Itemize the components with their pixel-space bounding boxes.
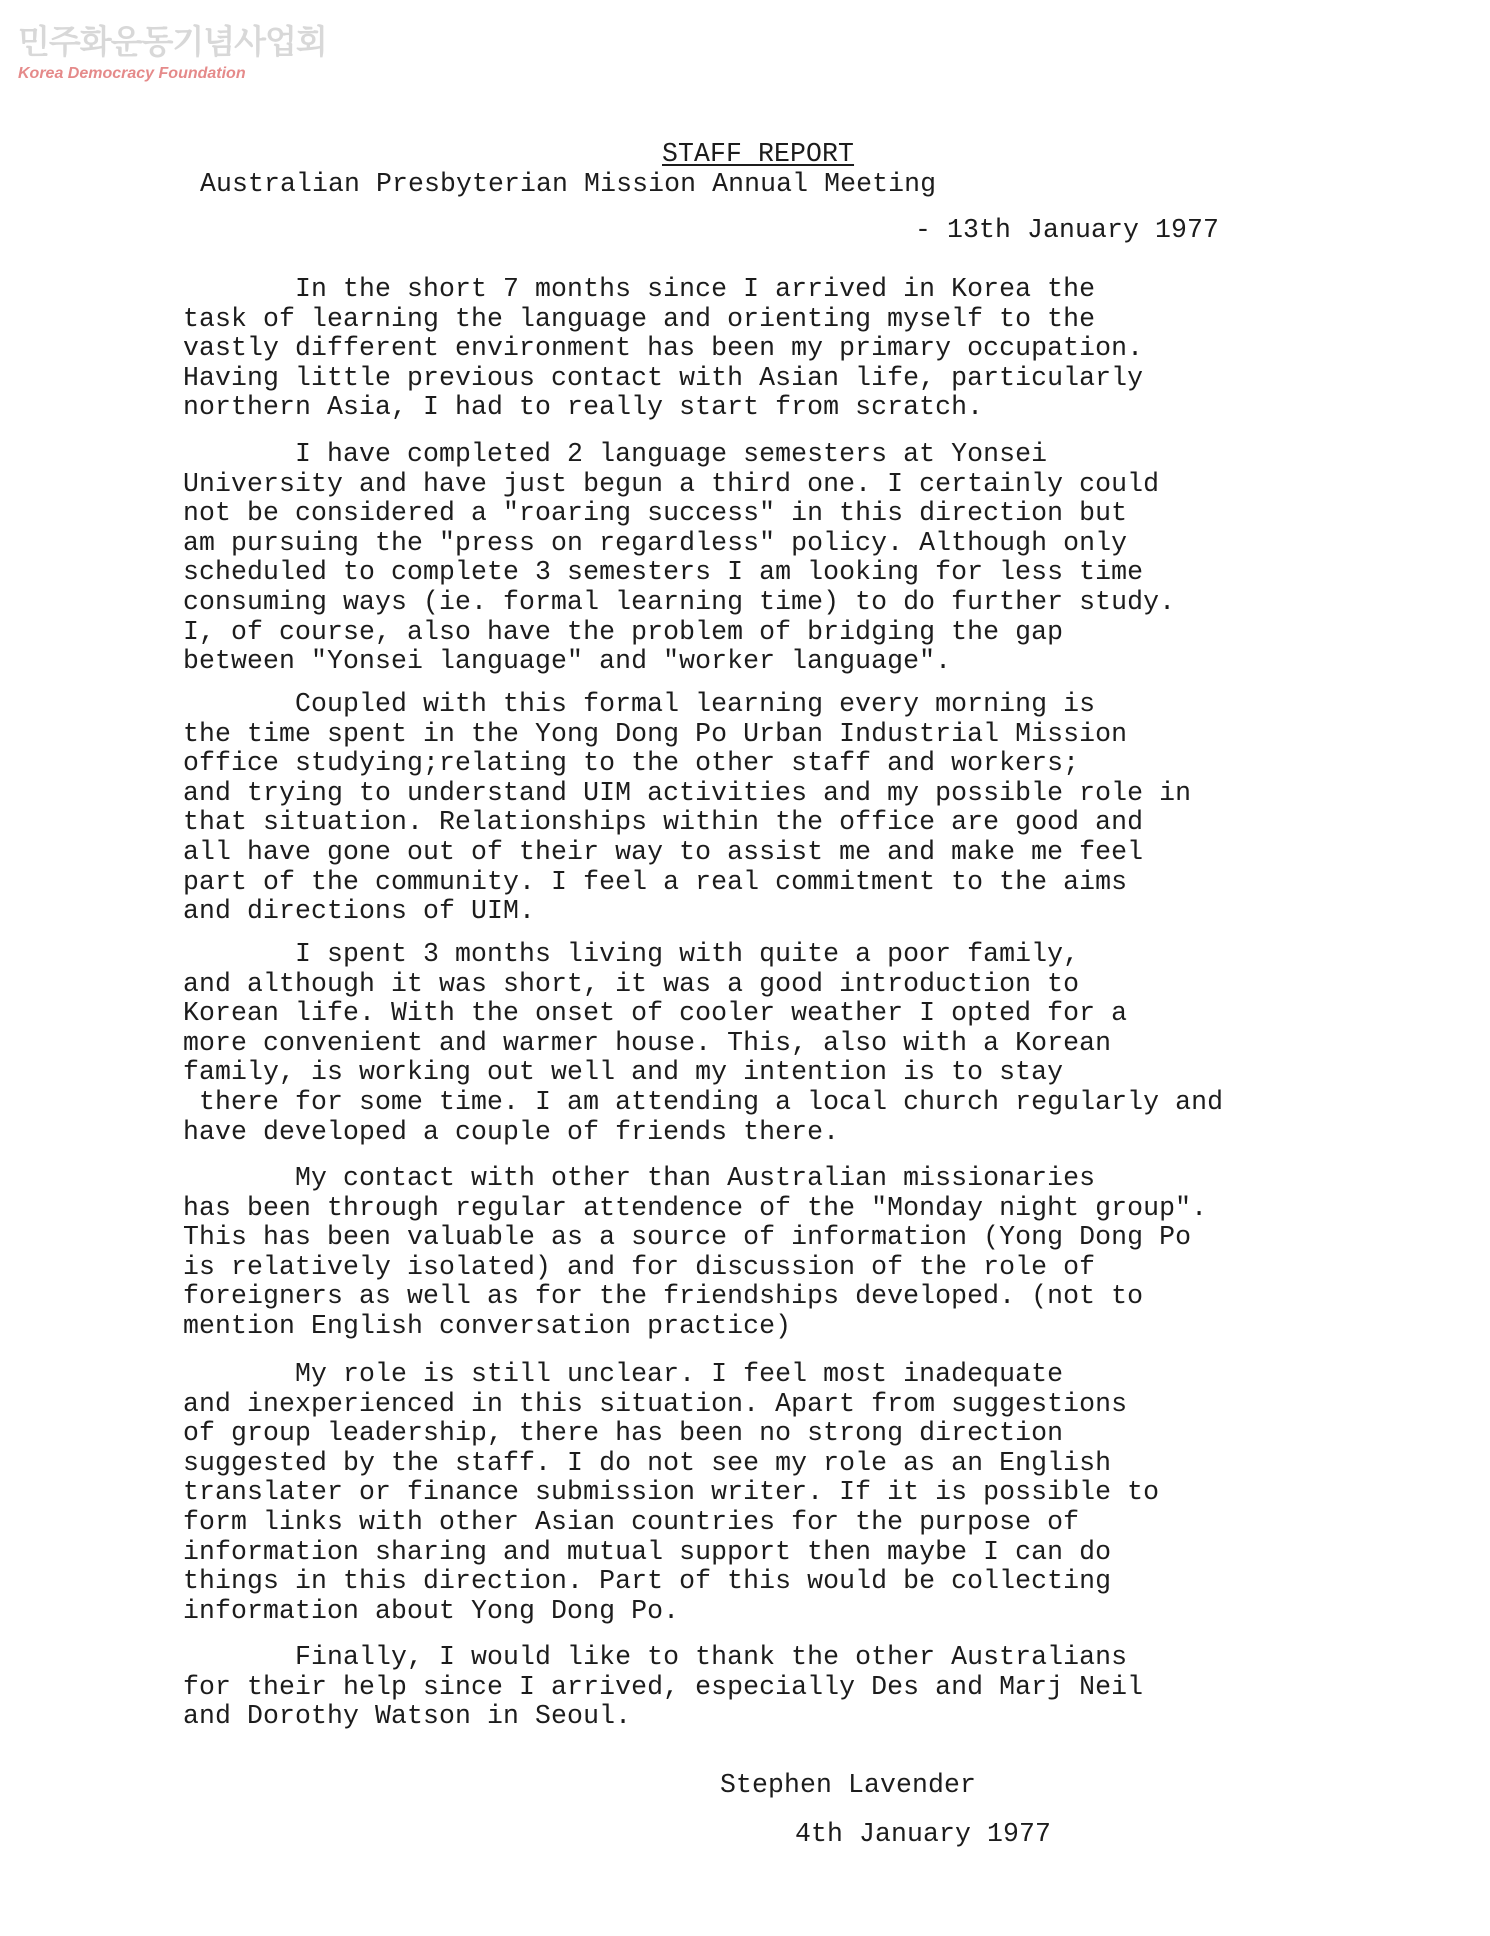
- paragraph-living-arrangements: I spent 3 months living with quite a poor family, and although it was short, it was a good introduction to Korean life. With the onset of cooler weather I opted for a more convenient and warmer house. This, also with a Korean family, is working out well and my intention is to stay there for some time. I am attending a local church regularly and have developed a couple of friends there.: [183, 939, 1224, 1147]
- paragraph-role: My role is still unclear. I feel most inadequate and inexperienced in this situation. Apart from suggestions of group leadership, there has been no strong direction suggested by the staff. I do not see my role as an English translater or finance submission writer. If it is possible to form links with other Asian countries for the purpose of information sharing and mutual support then maybe I can do things in this direction. Part of this would be collecting information about Yong Dong Po.: [183, 1359, 1160, 1626]
- report-subtitle: Australian Presbyterian Mission Annual Meeting: [200, 169, 937, 199]
- signature-name: Stephen Lavender: [720, 1770, 977, 1800]
- signature-date: 4th January 1977: [795, 1819, 1052, 1849]
- report-title: STAFF REPORT: [662, 139, 855, 169]
- paragraph-language-study: I have completed 2 language semesters at Yonsei University and have just begun a third one. I certainly could not be considered a "roaring success" in this direction but am pursuing the "press on regardless" policy. Although only scheduled to complete 3 semesters I am looking for less time consuming ways (ie. formal learning time) to do further study. I, of course, also have the problem of bridging the gap between "Yonsei language" and "worker language".: [183, 439, 1176, 677]
- watermark-korean-text: 민주화운동기념사업회: [18, 22, 327, 61]
- watermark-english-text: Korea Democracy Foundation: [18, 65, 246, 82]
- report-date: - 13th January 1977: [915, 215, 1220, 245]
- paragraph-arrival: In the short 7 months since I arrived in Korea the task of learning the language and orienting myself to the vastly different environment has been my primary occupation. Having little previous contact with Asian life, particularly northern Asia, I had to really start from scratch.: [183, 274, 1144, 423]
- foundation-watermark: [18, 22, 327, 84]
- paragraph-thanks: Finally, I would like to thank the other Australians for their help since I arrived, especially Des and Marj Neil and Dorothy Watson in Seoul.: [183, 1642, 1144, 1732]
- paragraph-missionary-contact: My contact with other than Australian missionaries has been through regular attendence of the "Monday night group". This has been valuable as a source of information (Yong Dong Po is relatively isolated) and for discussion of the role of foreigners as well as for the friendships developed. (not to mention English conversation practice): [183, 1163, 1208, 1341]
- paragraph-uim-office: Coupled with this formal learning every morning is the time spent in the Yong Dong Po Urban Industrial Mission office studying;relating to the other staff and workers; and trying to understand UIM activities and my possible role in that situation. Relationships within the office are good and all have gone out of their way to assist me and make me feel part of the community. I feel a real commitment to the aims and directions of UIM.: [183, 689, 1192, 927]
